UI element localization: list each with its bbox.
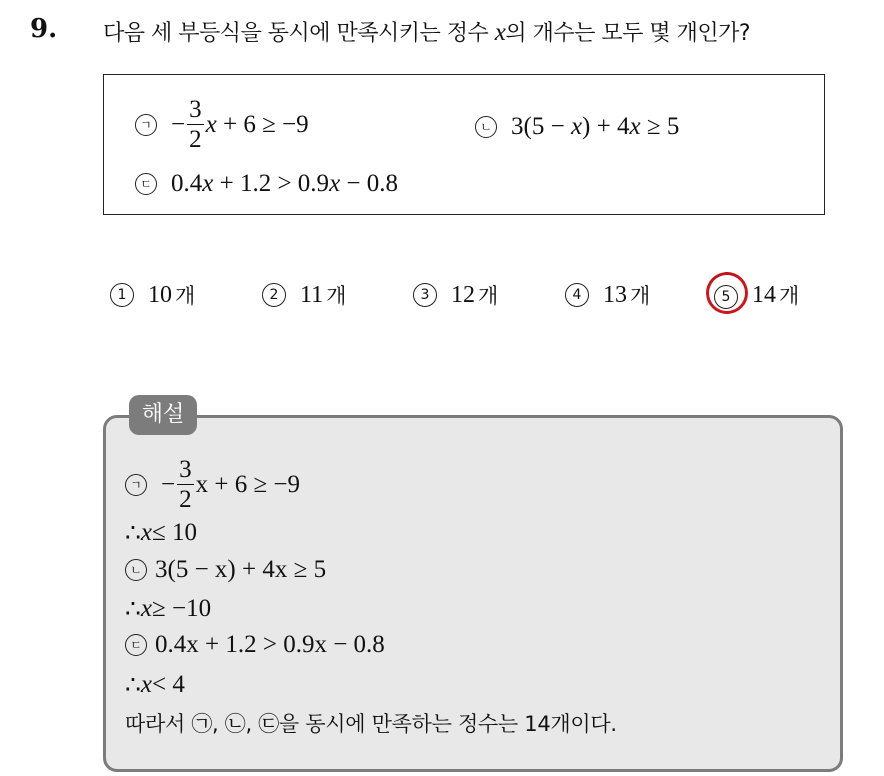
condition-b-marker: ㄴ [475,116,497,138]
condition-a-marker: ㄱ [135,114,157,136]
choice-4-value: 13 [603,281,627,308]
solution-b-marker: ㄴ [125,559,147,581]
solution-a-fraction [177,457,194,512]
question-number: 9. [30,14,58,44]
condition-a-denominator: 2 [189,126,202,153]
choice-5[interactable] [714,280,799,310]
solution-result-c: ∴ x < 4 [125,671,185,699]
solution-c-marker: ㄷ [125,634,147,656]
choice-3-marker: 3 [413,283,437,307]
question-text-after: 의 개수는 모두 몇 개인가? [505,21,751,46]
condition-c-expression: 0.4x + 1.2 > 0.9x − 0.8 [171,170,399,197]
solution-result-b: ∴ x ≥ −10 [125,595,212,623]
solution-a-marker: ㄱ [125,474,147,496]
solution-line-c [125,631,385,659]
condition-b-expression: 3(5 − x) + 4x ≥ 5 [511,113,680,140]
selected-answer-mark [702,268,752,318]
solution-c-expression: 0.4x + 1.2 > 0.9x − 0.8 [155,631,385,658]
choice-2-value: 11 [300,281,324,308]
solution-line-a [125,457,300,512]
question-text-before: 다음 세 부등식을 동시에 만족시키는 정수 [103,21,495,46]
solution-tag: 해설 [129,395,197,435]
choice-1-unit: 개 [175,284,196,308]
solution-a-denominator: 2 [179,486,192,513]
choice-3[interactable] [413,280,498,310]
solution-conclusion: 따라서 ㉠, ㉡, ㉢을 동시에 만족하는 정수는 14개이다. [125,712,617,736]
condition-a-numerator: 3 [189,96,202,123]
solution-a-sign: − [161,470,176,498]
condition-c [135,170,398,198]
choice-4-unit: 개 [630,284,651,308]
solution-a-numerator: 3 [179,456,192,483]
condition-a-expression: x + 6 ≥ −9 [205,110,309,138]
choice-1-value: 10 [148,281,172,308]
condition-a [135,97,309,152]
solution-result-a: ∴ x ≤ 10 [125,519,197,547]
solution-a-expression: x + 6 ≥ −9 [195,470,301,498]
choice-2-unit: 개 [326,284,347,308]
condition-c-marker: ㄷ [135,173,157,195]
question-variable: x [494,19,506,46]
choice-4-marker: 4 [565,283,589,307]
choice-5-value: 14 [752,281,776,308]
condition-a-sign: − [171,110,186,138]
condition-a-fraction [187,97,204,152]
choice-5-marker-wrap [714,281,752,309]
choice-1-marker: 1 [110,283,134,307]
solution-b-expression: 3(5 − x) + 4x ≥ 5 [155,556,327,583]
choice-2-marker: 2 [262,283,286,307]
solution-line-b [125,556,326,584]
condition-b [475,113,679,141]
choice-5-unit: 개 [779,284,800,308]
choice-5-marker: 5 [714,285,738,309]
choice-3-unit: 개 [478,284,499,308]
choice-1[interactable] [110,280,195,310]
choice-3-value: 12 [451,281,475,308]
question-text [103,16,750,47]
choice-4[interactable] [565,280,650,310]
choice-2[interactable] [262,280,346,310]
